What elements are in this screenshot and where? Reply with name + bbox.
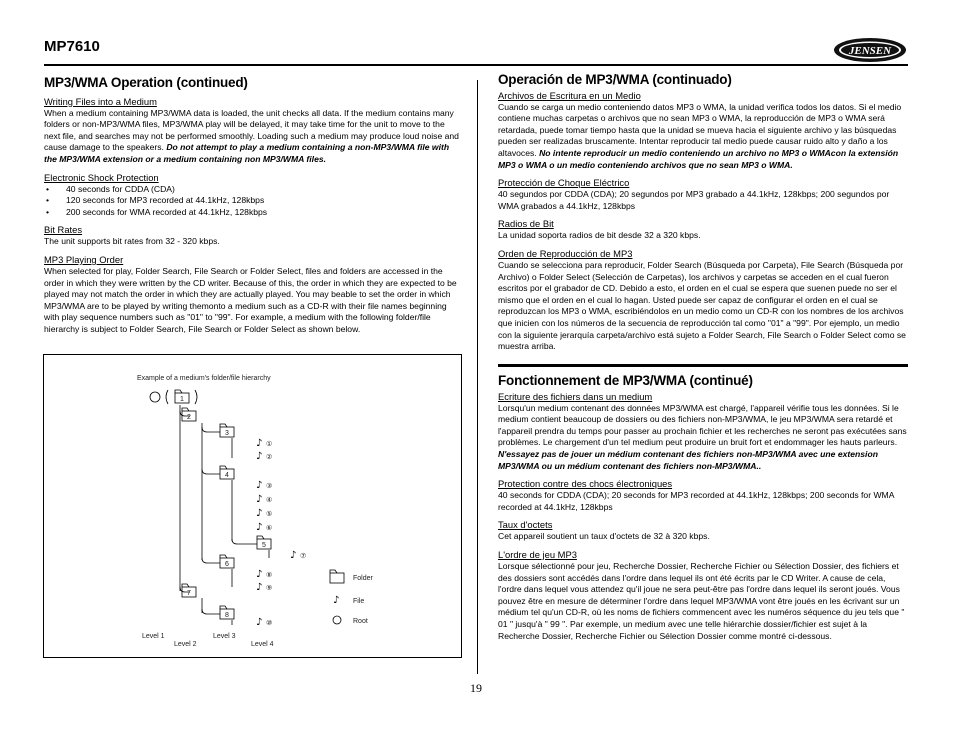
svg-text:♪: ♪ <box>256 480 263 491</box>
list-item: • 120 seconds for MP3 recorded at 44.1kHz, 128kbps <box>44 195 460 207</box>
svg-text:♪: ♪ <box>256 451 263 462</box>
legend-folder-label: Folder <box>353 575 373 582</box>
spanish-order-heading: Orden de Reproducción de MP3 <box>498 247 633 259</box>
french-writing-text: Lorsqu'un medium contenant des données MP3/WMA est chargé, l'appareil vérifie tous les données. Si le medium contient beaucoup de dossiers ou des fichiers non-MP3/WMA, le jeu MP3/WMA sera retardé et l'appareil prendra du temps pour passer au prochain fichier et les recherches ne seront pas exécutées sans problèmes. Le chargement d'un tel medium peut produire un bruit fort et endommager les hauts parleurs. <box>498 402 907 448</box>
file-number: ⑩ <box>266 620 273 627</box>
page-number: 19 <box>470 681 482 695</box>
french-title: Fonctionnement de MP3/WMA (continué) <box>498 373 753 388</box>
folder-number: 4 <box>225 472 229 479</box>
spanish-writing-text: Cuando se carga un medio conteniendo datos MP3 o WMA, la unidad verifica todos los datos. Si el medio contiene muchas carpetas o archivos que no sean MP3 o WMA, la reproducción de MP3 o WMA será retardada, puede tomar tiempo hasta que la unidad se mueva hacia el siguiente archivo y las búsquedas pueden ser realizadas bruscamente. Intentar reproducir tal medio puede causar ruido alto y daño a los altavoces. <box>498 101 902 158</box>
english-writing-text: When a medium containing MP3/WMA data is loaded, the unit checks all data. If the medium contains many folders or non-MP3/WMA files, MP3/WMA play will be delayed, it may take time for the unit to move to the next file, and searches may not be performed smoothly. Loading such a medium may produce loud noise and cause damage to the speakers. <box>44 107 459 153</box>
section-rule <box>498 364 908 367</box>
file-number: ⑧ <box>266 572 273 579</box>
folder-number: 1 <box>180 396 184 403</box>
model-name: MP7610 <box>44 38 100 55</box>
header-rule <box>44 64 908 66</box>
folder-hierarchy-diagram <box>43 354 462 658</box>
svg-text:♪: ♪ <box>256 438 263 449</box>
folder-number: 3 <box>225 430 229 437</box>
spanish-writing-heading: Archivos de Escritura en un Medio <box>498 89 641 101</box>
french-shock-text: 40 seconds for CDDA (CDA); 20 seconds for MP3 recorded at 44.1kHz, 128kbps; 200 seconds for WMA recorded at 44.1kHz, 128kbps <box>498 490 894 512</box>
file-number: ⑦ <box>300 553 307 560</box>
svg-text:♪: ♪ <box>256 522 263 533</box>
spanish-order-text: Cuando se selecciona para reproducir, Folder Search (Búsqueda por Carpeta), File Search (Búsqueda por Archivo) o Folder Select (Selección de Carpetas), los archivos y carpetas se acceden en el cual fueron escritos por el grabador de CD. Debido a esto, el orden en el cual se espera que suenen puede no ser el mismo que el orden en el cual lo hagan. Usted puede ser capaz de configurar el orden en el cual se reproduzcan los MP3 o WMA, escribiéndolos en un medio como un CD-R con los nombres de los archivos que inicien con los números de la secuencia de reproducción tal como "01" a "99". Por ejemplo, un medio con la siguiente jerarquía carpeta/archivo está sujeto a Folder Search, File Search o Folder Select como se muestra arriba. <box>498 259 906 352</box>
legend-file-label: File <box>353 598 365 605</box>
english-order-heading: MP3 Playing Order <box>44 253 124 265</box>
english-shock-heading: Electronic Shock Protection <box>44 171 159 183</box>
folder-number: 8 <box>225 612 229 619</box>
level-label: Level 1 <box>142 633 165 640</box>
file-number: ⑥ <box>266 525 273 532</box>
english-bitrates-text: The unit supports bit rates from 32 - 320 kbps. <box>44 236 220 247</box>
english-shock-list <box>44 184 460 219</box>
folder-number: 7 <box>187 590 191 597</box>
folder-number: 6 <box>225 561 229 568</box>
spanish-shock-text: 40 segundos por CDDA (CDA); 20 segundos por MP3 grabado a 44.1kHz, 128kbps; 200 segundos por WMA grabados a 44.1kHz, 128kbps <box>498 189 890 211</box>
svg-text:♪: ♪ <box>256 569 263 580</box>
french-bitrates-text: Cet appareil soutient un taux d'octets de 32 à 320 kbps. <box>498 531 710 542</box>
spanish-bitrates-heading: Radios de Bit <box>498 218 554 230</box>
french-writing-warning: N'essayez pas de jouer un médium contenant des fichiers non-MP3/WMA avec une extension MP3/WMA ou un médium contenant des fichiers non-MP3/WMA.. <box>498 448 878 471</box>
english-writing-heading: Writing Files into a Medium <box>44 95 157 107</box>
english-title: MP3/WMA Operation (continued) <box>44 75 248 90</box>
spanish-writing-warning: No intente reproducir un medio conteniendo un archivo no MP3 o WMAcon la extensión MP3 o WMA o un medio conteniendo archivos que no sean MP3 o WMA. <box>498 147 899 170</box>
english-order-text: When selected for play, Folder Search, File Search or Folder Select, files and folders are accessed in the order in which they were written by the CD writer. Because of this, the order in which they are expected to be played may not match the order in which they are actually played. You may beable to set the order in which MP3/WMA are to be played by writing themonto a medium such as a CD-R with their file names beginning with play sequence numbers such as "01" to "99". For example, a medium with the following folder/file hierarchy is subject to Folder Search, File Search or Folder Select as shown below. <box>44 265 457 334</box>
file-number: ⑨ <box>266 585 273 592</box>
list-item: • 200 seconds for WMA recorded at 44.1kHz, 128kbps <box>44 207 460 219</box>
spanish-section <box>498 74 908 353</box>
spanish-bitrates-text: La unidad soporta radios de bit desde 32 a 320 kbps. <box>498 230 701 241</box>
svg-text:JENSEN: JENSEN <box>848 45 892 57</box>
level-label: Level 4 <box>251 641 274 648</box>
svg-text:♪: ♪ <box>290 550 297 561</box>
folder-number: 2 <box>187 414 191 421</box>
svg-text:♪: ♪ <box>256 508 263 519</box>
legend-root-label: Root <box>353 618 368 625</box>
level-label: Level 3 <box>213 633 236 640</box>
english-bitrates-heading: Bit Rates <box>44 224 83 236</box>
french-bitrates-heading: Taux d'octets <box>498 519 553 531</box>
spanish-title: Operación de MP3/WMA (continuado) <box>498 72 732 87</box>
column-divider <box>477 80 478 674</box>
french-writing-heading: Ecriture des fichiers dans un medium <box>498 390 653 402</box>
french-order-heading: L'ordre de jeu MP3 <box>498 548 577 560</box>
level-label: Level 2 <box>174 641 197 648</box>
file-number: ⑤ <box>266 511 273 518</box>
diagram-caption: Example of a medium's folder/file hierarchy <box>137 375 271 382</box>
file-number: ① <box>266 441 273 448</box>
file-number: ② <box>266 454 273 461</box>
french-shock-heading: Protection contre des chocs électroniques <box>498 478 673 490</box>
svg-text:♪: ♪ <box>256 617 263 628</box>
file-number: ③ <box>266 483 273 490</box>
list-item: • 40 seconds for CDDA (CDA) <box>44 184 460 196</box>
french-order-text: Lorsque sélectionné pour jeu, Recherche Dossier, Recherche Fichier ou Sélection Dossier, des fichiers et des dossiers sont accédés dans l'ordre dans lequel ils ont été écrits par le CD Writer. A cause de cela, l'ordre dans lequel vous attendez qu'il joue ne sera peut-être pas l'ordre dans lequel ils seront joués. Vous pouvez être en mesure de déterminer l'ordre dans lequel MP3/WMA vont être joués en les écrivant sur un médium tel qu'un CD-R, où les noms de fichiers commencent avec les numéros séquence du jeu tels que " 01 " jusqu'à " 99 ". Par exemple, un medium avec une telle hiérarchie dossier/fichier est sujet à la Recherche Dossier, Recherche Fichier ou Sélection Dossier comme montré ci-dessous. <box>498 560 905 641</box>
folder-number: 5 <box>262 542 266 549</box>
brand-logo <box>832 36 908 64</box>
svg-text:♪: ♪ <box>256 582 263 593</box>
svg-text:♪: ♪ <box>256 494 263 505</box>
english-writing-warning: Do not attempt to play a medium containing a non-MP3/WMA file with the MP3/WMA extension or a medium containing non MP3/WMA files. <box>44 142 450 164</box>
file-number: ④ <box>266 497 273 504</box>
english-section <box>44 77 460 336</box>
svg-text:♪: ♪ <box>333 595 340 606</box>
spanish-shock-heading: Protección de Choque Eléctrico <box>498 177 630 189</box>
french-section <box>498 375 908 642</box>
